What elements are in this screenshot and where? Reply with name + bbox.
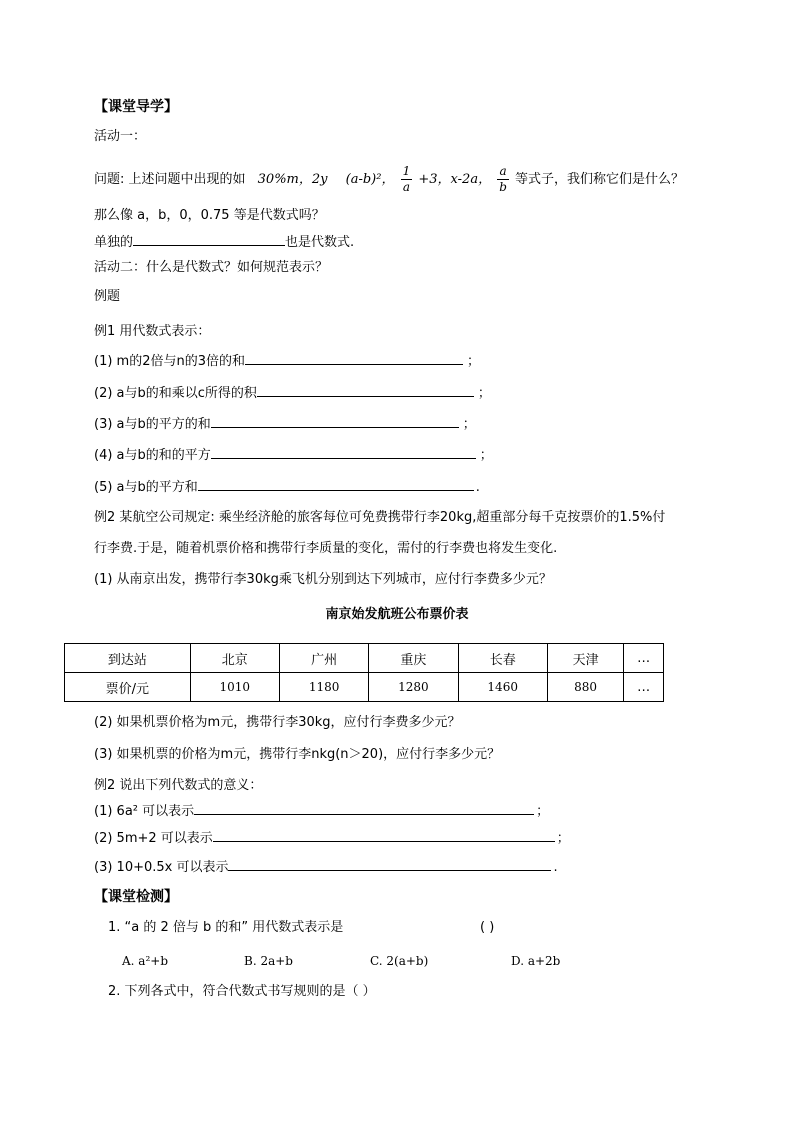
answer-blank[interactable] bbox=[198, 476, 474, 491]
ex1-item-lead: (5) a与b的平方和 bbox=[94, 480, 198, 495]
question-line bbox=[94, 160, 684, 200]
question-two: 那么像 a，b，0，0.75 等是代数式吗？ bbox=[94, 208, 325, 223]
ex1-item-lead: (3) a与b的平方的和 bbox=[94, 417, 211, 432]
answer-blank[interactable] bbox=[257, 382, 474, 397]
activity-two-label: 活动二：什么是代数式？如何规范表示？ bbox=[94, 260, 329, 275]
table-row bbox=[65, 673, 664, 702]
option-b[interactable]: B. 2a+b bbox=[244, 954, 293, 968]
table-cell: 广州 bbox=[279, 644, 368, 673]
example-2-line-2: 行李费.于是，随着机票价格和携带行李质量的变化，需付的行李费也将发生变化. bbox=[94, 541, 558, 556]
option-c[interactable]: C. 2(a+b) bbox=[370, 954, 429, 968]
ex3-item-end: . bbox=[553, 860, 558, 875]
single-term-line bbox=[94, 231, 354, 253]
table-cell: 票价/元 bbox=[65, 673, 191, 702]
expr-2: (a-b)²， bbox=[345, 172, 395, 187]
ex1-item-end: ； bbox=[462, 417, 476, 432]
answer-blank[interactable] bbox=[213, 827, 555, 842]
table-cell: 880 bbox=[547, 673, 623, 702]
ex1-item-end: . bbox=[475, 480, 480, 495]
ex1-item-end: ； bbox=[477, 386, 491, 401]
ex1-item-2 bbox=[94, 382, 491, 404]
ex3-item-3 bbox=[94, 856, 558, 878]
price-table bbox=[64, 643, 664, 702]
ex1-item-end: ； bbox=[479, 448, 493, 463]
ex3-item-lead: (2) 5m+2 可以表示 bbox=[94, 831, 213, 846]
table-cell: 到达站 bbox=[65, 644, 191, 673]
ex3-item-end: ； bbox=[556, 831, 570, 846]
option-d[interactable]: D. a+2b bbox=[511, 954, 561, 968]
ex3-item-lead: (1) 6a² 可以表示 bbox=[94, 804, 195, 819]
section-title-guided-study: 【课堂导学】 bbox=[94, 99, 178, 115]
table-row bbox=[65, 644, 664, 673]
example-3-title: 例2 说出下列代数式的意义： bbox=[94, 778, 263, 793]
ex1-item-1 bbox=[94, 350, 480, 372]
test-question-1: 1. “a 的 2 倍与 b 的和” 用代数式表示是 bbox=[108, 920, 344, 935]
table-cell: 长春 bbox=[458, 644, 547, 673]
answer-blank[interactable] bbox=[228, 856, 551, 871]
ex1-item-lead: (1) m的2倍与n的3倍的和 bbox=[94, 354, 245, 369]
table-cell: … bbox=[624, 673, 664, 702]
ex1-item-3 bbox=[94, 413, 476, 435]
example-2-question-2: (2) 如果机票价格为m元，携带行李30kg，应付行李费多少元？ bbox=[94, 715, 461, 730]
expr-1: 30%m，2y bbox=[257, 172, 328, 187]
fraction-a-over-b bbox=[497, 164, 509, 195]
ex3-item-1 bbox=[94, 800, 549, 822]
table-title: 南京始发航班公布票价表 bbox=[325, 607, 469, 622]
example-2-question-3: (3) 如果机票的价格为m元，携带行李nkg(n＞20)，应付行李多少元？ bbox=[94, 747, 501, 762]
section-title-class-check: 【课堂检测】 bbox=[94, 889, 178, 905]
fraction-1-denominator: a bbox=[402, 180, 410, 194]
ex3-item-end: ； bbox=[536, 804, 550, 819]
table-cell: 1280 bbox=[369, 673, 458, 702]
fraction-2-numerator: a bbox=[497, 164, 509, 180]
ex1-item-5 bbox=[94, 476, 480, 498]
answer-blank[interactable] bbox=[245, 350, 463, 365]
answer-blank[interactable] bbox=[194, 800, 534, 815]
question-tail: 等式子，我们称它们是什么？ bbox=[515, 172, 685, 187]
activity-one-label: 活动一： bbox=[94, 129, 147, 144]
ex1-item-lead: (4) a与b的和的平方 bbox=[94, 448, 211, 463]
fraction-1-numerator: 1 bbox=[402, 164, 411, 178]
table-cell: 1180 bbox=[279, 673, 368, 702]
example-1-title: 例1 用代数式表示： bbox=[94, 324, 211, 339]
test-question-1-answer-paren[interactable]: ( ) bbox=[480, 920, 495, 935]
question-lead: 问题: 上述问题中出现的如 bbox=[94, 172, 246, 187]
table-cell: 1010 bbox=[190, 673, 279, 702]
ex3-item-lead: (3) 10+0.5x 可以表示 bbox=[94, 860, 229, 875]
table-cell: 天津 bbox=[547, 644, 623, 673]
test-question-2: 2. 下列各式中，符合代数式书写规则的是（ ） bbox=[108, 984, 376, 999]
answer-blank[interactable] bbox=[211, 444, 476, 459]
example-2-question-1: (1) 从南京出发，携带行李30kg乘飞机分别到达下列城市，应付行李费多少元？ bbox=[94, 572, 552, 587]
answer-blank[interactable] bbox=[211, 413, 459, 428]
ex3-item-2 bbox=[94, 827, 570, 849]
table-cell: … bbox=[624, 644, 664, 673]
expr-3: +3，x-2a， bbox=[418, 172, 492, 187]
table-cell: 1460 bbox=[458, 673, 547, 702]
ex1-item-4 bbox=[94, 444, 493, 466]
single-post: 也是代数式. bbox=[285, 235, 355, 250]
example-2-line-1: 例2 某航空公司规定: 乘坐经济舱的旅客每位可免费携带行李20kg,超重部分每千克按票价的1.5%付 bbox=[94, 510, 666, 525]
option-a[interactable]: A. a²+b bbox=[122, 954, 168, 968]
ex1-item-lead: (2) a与b的和乘以c所得的积 bbox=[94, 386, 257, 401]
single-pre: 单独的 bbox=[94, 235, 134, 250]
ex1-item-end: ； bbox=[467, 354, 481, 369]
fraction-1-over-a bbox=[401, 164, 413, 195]
example-label: 例题 bbox=[94, 289, 121, 304]
table-cell: 北京 bbox=[190, 644, 279, 673]
fraction-2-denominator: b bbox=[499, 180, 507, 194]
table-cell: 重庆 bbox=[369, 644, 458, 673]
answer-blank[interactable] bbox=[133, 231, 285, 246]
